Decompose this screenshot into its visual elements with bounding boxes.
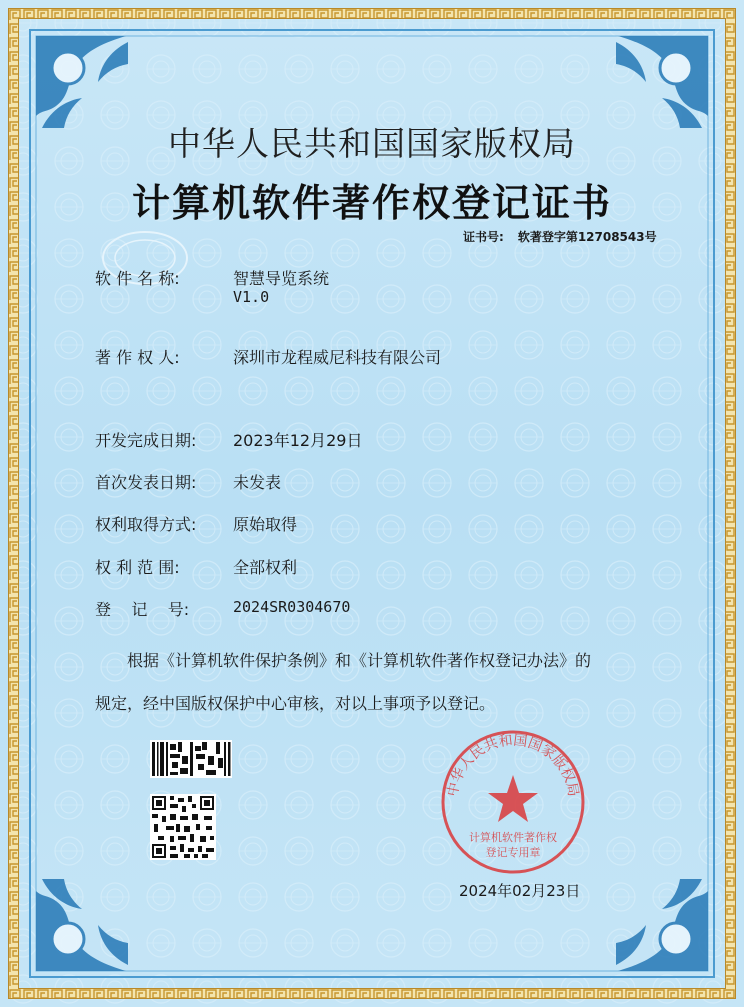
software-version: V1.0: [233, 288, 270, 306]
barcode: [150, 740, 232, 778]
copyright-holder-value: 深圳市龙程威尼科技有限公司: [233, 348, 442, 367]
seal-inner-line-1: 计算机软件著作权: [469, 831, 557, 844]
rights-acquisition-label: 权利取得方式:: [95, 515, 197, 534]
registration-number-label: 登 记 号:: [95, 600, 190, 619]
certificate-number-value: 软著登字第12708543号: [517, 230, 657, 244]
statement-line-2: 规定，经中国版权保护中心审核，对以上事项予以登记。: [95, 694, 496, 713]
first-publication-value: 未发表: [233, 473, 282, 492]
rights-scope-value: 全部权利: [233, 558, 298, 577]
registration-number-value: 2024SR0304670: [233, 598, 351, 616]
certificate-number: [463, 228, 657, 245]
official-seal: [438, 727, 588, 877]
seal-outer-text-path: 中华人民共和国国家版权局: [444, 732, 582, 798]
first-publication-label: 首次发表日期:: [95, 473, 197, 492]
completion-date-label: 开发完成日期:: [95, 431, 197, 450]
certificate-number-label: 证书号:: [463, 230, 504, 244]
corner-ornament-top-left: [36, 36, 128, 128]
qr-code: [150, 794, 216, 860]
software-name-value: 智慧导览系统: [233, 269, 330, 288]
completion-date-value: 2023年12月29日: [233, 431, 363, 450]
corner-ornament-top-right: [616, 36, 708, 128]
rights-acquisition-value: 原始取得: [233, 515, 298, 534]
issue-date: 2024年02月23日: [459, 882, 581, 900]
copyright-holder-label: 著 作 权 人:: [95, 348, 180, 367]
seal-inner-line-2: 登记专用章: [485, 846, 541, 859]
certificate-title: 计算机软件著作权登记证书: [131, 180, 612, 225]
corner-ornament-bottom-left: [36, 879, 128, 971]
statement-line-1: 根据《计算机软件保护条例》和《计算机软件著作权登记办法》的: [127, 651, 592, 670]
issuer-heading: 中华人民共和国国家版权局: [168, 124, 576, 163]
software-name-label: 软 件 名 称:: [95, 269, 180, 288]
seal-star-icon: [488, 775, 538, 822]
corner-ornament-bottom-right: [616, 879, 708, 971]
rights-scope-label: 权 利 范 围:: [95, 558, 180, 577]
